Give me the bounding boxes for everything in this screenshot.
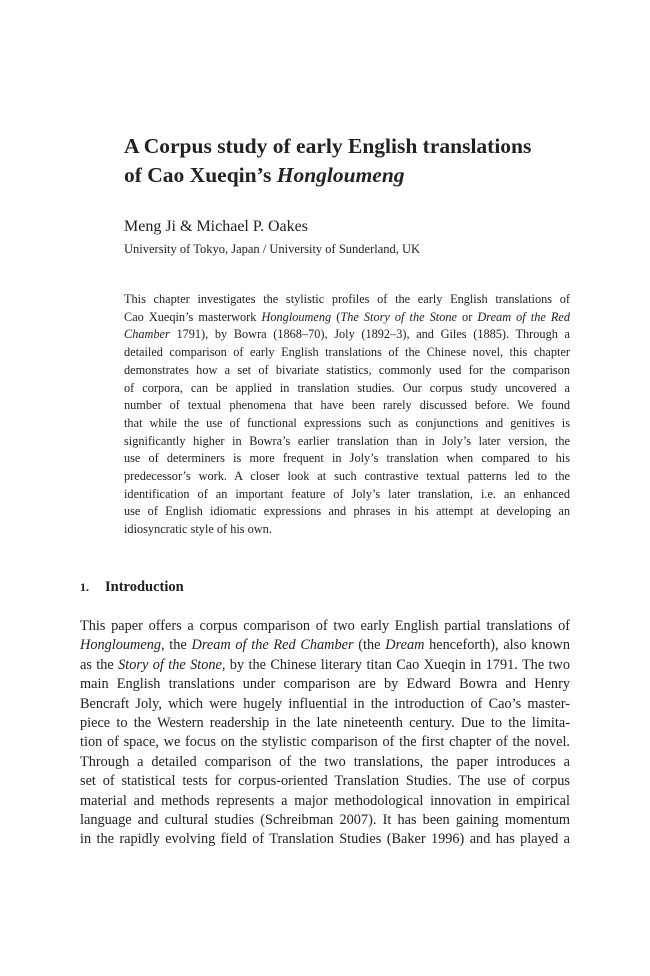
body-line [80,636,570,655]
abstract-line: detailed comparison of early English translations of the Chinese novel, this chapter [124,345,570,360]
abstract-line: identification of an important feature of Joly’s later translation, i.e. an enhanced [124,486,570,501]
abstract-line: use of English idiomatic expressions and phrases in his attempt at developing an [124,504,570,519]
text-run: henceforth), also known [424,637,570,654]
text-run: as the [80,656,119,673]
body-line: language and cultural studies (Schreibman 2007). It has been gaining momentum [80,812,570,829]
section-number: 1. [80,580,89,594]
italic-run: Dream [385,637,425,654]
abstract-line: idiosyncratic style of his own. [124,522,272,537]
abstract-line: number of textual phenomena that have been rarely discussed before. We found [124,398,570,413]
text-run: (the [353,637,386,654]
body-line: material and methods represents a major methodological innovation in empirical [80,792,570,809]
body-line: set of statistical tests for corpus-oriented Translation Studies. The use of corpus [80,773,570,790]
body-line: Bencraft Joly, which were hugely influential in the introduction of Cao’s master- [80,695,570,712]
abstract-line [124,326,570,344]
title-line-2 [124,161,584,190]
article-title [124,132,584,190]
text-run: Cao Xueqin’s masterwork [124,309,262,324]
section-heading [80,577,184,597]
italic-run: Chamber [124,327,170,342]
abstract [124,291,570,539]
text-run: ( [331,309,341,324]
abstract-line: predecessor’s work. A closer look at such contrastive textual patterns led to the [124,469,570,484]
body-line: main English translations under comparison are by Edward Bowra and Henry [80,676,570,693]
abstract-line: of corpora, can be applied in translation studies. Our corpus study uncovered a [124,380,570,395]
title-novel-name: Hongloumeng [276,163,405,187]
body-line: in the rapidly evolving field of Translation Studies (Baker 1996) and has played a [80,831,570,848]
title-text: of Cao Xueqin’s [124,163,277,187]
body-line: Through a detailed comparison of the two translations, the paper introduces a [80,753,570,770]
italic-run: Dream of the Red Chamber [191,637,354,654]
body-line: piece to the Western readership in the late nineteenth century. Due to the limita- [80,715,570,732]
affiliation: University of Tokyo, Japan / University of Sunderland, UK [124,242,421,256]
abstract-line: that while the use of functional expressions such as conjunctions and genitives is [124,415,570,430]
abstract-line [124,309,570,327]
title-line-1: A Corpus study of early English translations [124,134,532,158]
text-run: , the [161,637,192,654]
authors: Meng Ji & Michael P. Oakes [124,218,308,235]
section-title: Introduction [105,579,184,595]
italic-run: Hongloumeng [261,309,332,324]
italic-run: Dream of the Red [477,309,571,324]
text-run: 1791), by Bowra (1868–70), Joly (1892–3), and Giles (1885). Through a [169,327,570,342]
abstract-line: demonstrates how a set of bivariate statistics, commonly used for the comparison [124,362,570,377]
body-paragraph [80,617,570,850]
body-line: This paper offers a corpus comparison of two early English partial translations of [80,618,570,634]
text-run: by the Chinese literary titan Cao Xueqin in 1791. The two [225,656,570,673]
text-run: or [456,309,478,324]
abstract-line: This chapter investigates the stylistic profiles of the early English translations of [124,292,570,306]
italic-run: Story of the Stone, [118,656,226,673]
italic-run: The Story of the Stone [340,309,457,324]
abstract-line: significantly higher in Bowra’s earlier translation than in Joly’s later version, the [124,433,570,448]
body-line [80,656,570,675]
abstract-line: use of determiners is more frequent in Joly’s translation when compared to his [124,451,570,466]
body-line: tion of space, we focus on the stylistic comparison of the first chapter of the novel. [80,734,570,751]
italic-run: Hongloumeng [80,637,162,654]
